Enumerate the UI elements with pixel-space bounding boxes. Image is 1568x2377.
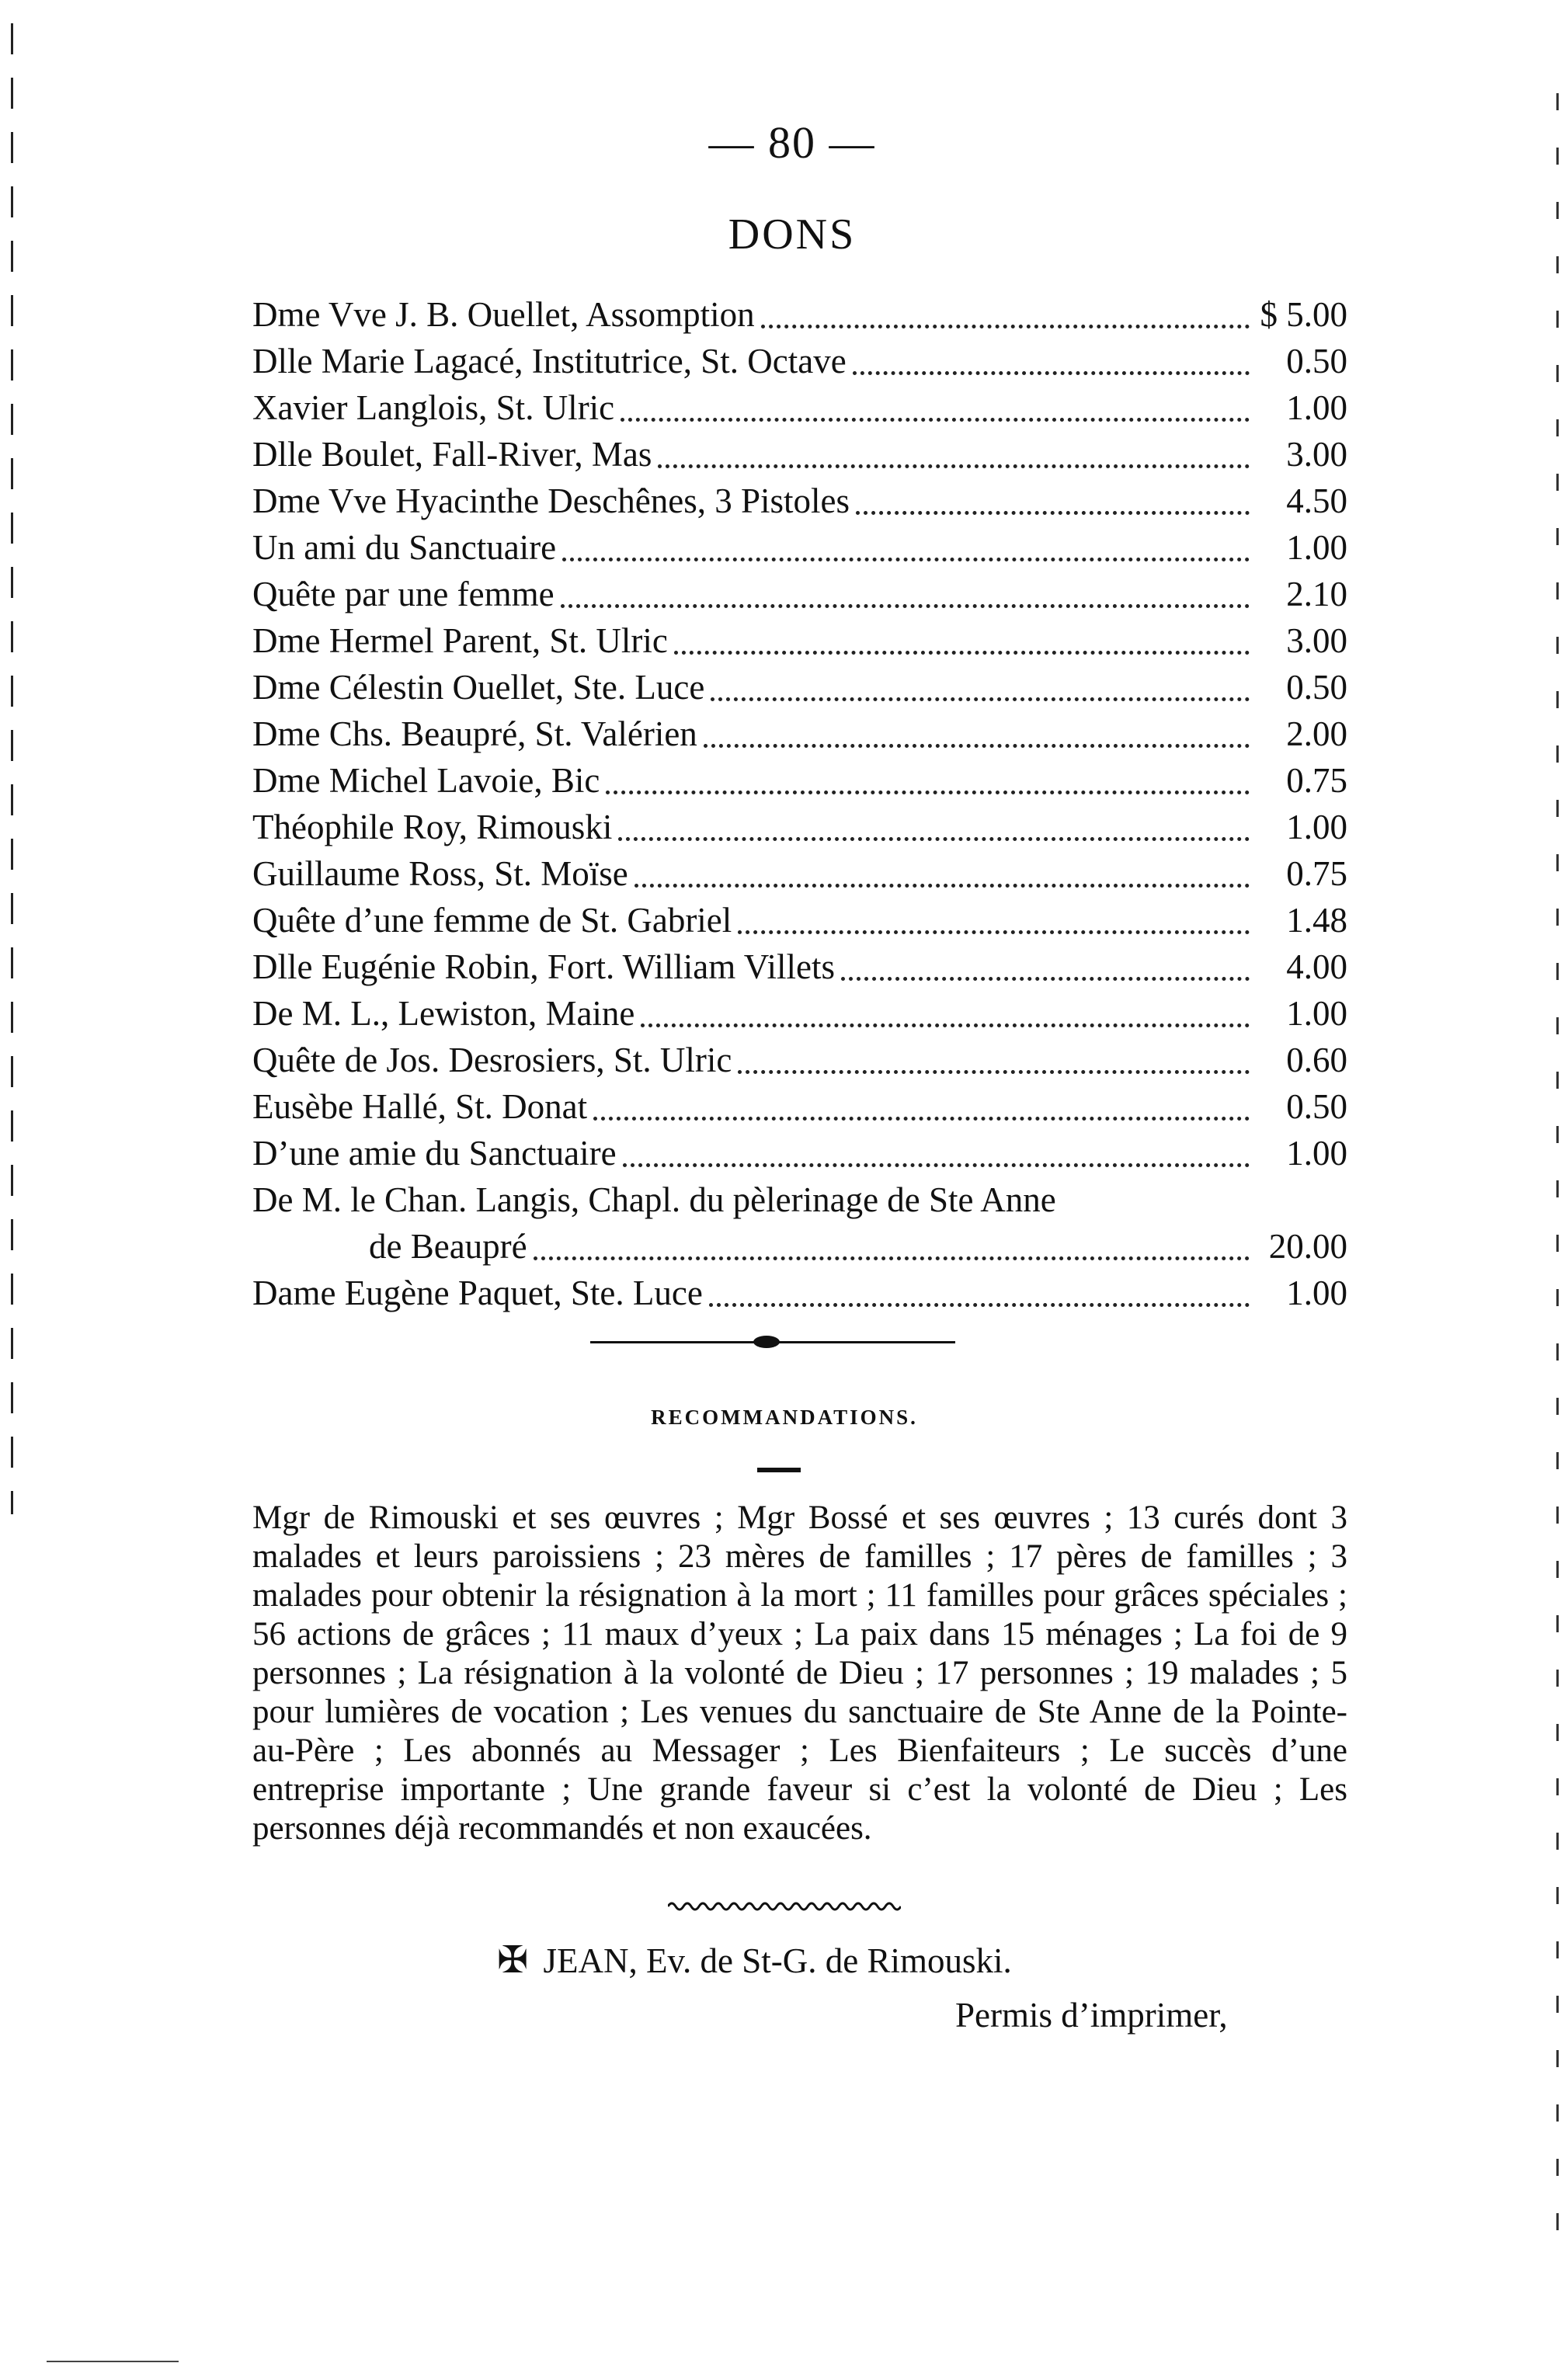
- donation-amount: 1.00: [1286, 388, 1347, 427]
- donor-name: Quête par une femme: [252, 575, 555, 613]
- donor-name: Quête d’une femme de St. Gabriel: [252, 901, 732, 940]
- donor-name: Xavier Langlois, St. Ulric: [252, 388, 615, 427]
- leader-dots: [738, 930, 1250, 934]
- donor-name: D’une amie du Sanctuaire: [252, 1134, 617, 1173]
- leader-dots: [856, 511, 1250, 515]
- leader-dots: [658, 464, 1250, 468]
- donor-name: Dme Chs. Beaupré, St. Valérien: [252, 714, 697, 753]
- scan-margin-mark-left: [11, 23, 13, 1514]
- leader-dots: [534, 1256, 1250, 1260]
- donation-amount: $ 5.00: [1260, 295, 1347, 334]
- donation-amount: 3.00: [1286, 621, 1347, 660]
- donation-amount: 0.60: [1286, 1041, 1347, 1079]
- leader-dots: [711, 697, 1250, 701]
- donation-row: [252, 1083, 1347, 1130]
- page-number: — 80 —: [708, 117, 876, 168]
- donation-row: [252, 944, 1347, 990]
- donation-amount: 0.50: [1286, 1087, 1347, 1126]
- donor-name: Dme Vve Hyacinthe Deschênes, 3 Pistoles: [252, 481, 850, 520]
- donor-name: Théophile Roy, Rimouski: [252, 808, 613, 846]
- donor-name: Dme Célestin Ouellet, Ste. Luce: [252, 668, 705, 707]
- leader-dots: [853, 371, 1250, 375]
- donation-row: [252, 1037, 1347, 1083]
- signature: [497, 1937, 1012, 1984]
- leader-dots: [641, 1023, 1250, 1027]
- donation-row: [252, 617, 1347, 664]
- donation-row: [252, 757, 1347, 804]
- recommendations-text: Mgr de Rimouski et ses œuvres ; Mgr Bossé et ses œuvres ; 13 curés dont 3 malades et leurs paroissiens ; 23 mères de familles ; 17 pères de familles ; 3 malades pour obtenir la résignation à la mort ; 11 familles pour grâces spéciales ; 56 actions de grâces ; 11 maux d’yeux ; La paix dans 15 ménages ; La foi de 9 personnes ; La résignation à la volonté de Dieu ; 17 personnes ; 19 malades ; 5 pour lumières de vocation ; Les venues du sanctuaire de Ste Anne de la Pointe-au-Père ; Les abonnés au Messager ; Les Bienfaiteurs ; Le succès d’une entreprise importante ; Une grande faveur si c’est la volonté de Dieu ; Les personnes déjà recommandés et non exaucées.: [252, 1500, 1347, 1847]
- donation-amount: 20.00: [1268, 1227, 1347, 1266]
- signature-text: JEAN, Ev. de St-G. de Rimouski.: [543, 1941, 1012, 1980]
- donor-name: Dame Eugène Paquet, Ste. Luce: [252, 1274, 703, 1312]
- donor-name: Quête de Jos. Desrosiers, St. Ulric: [252, 1041, 732, 1079]
- leader-dots: [561, 604, 1250, 608]
- cross-icon: ✠: [497, 1940, 529, 1981]
- donor-name: Eusèbe Hallé, St. Donat: [252, 1087, 588, 1126]
- recommendations-title: RECOMMANDATIONS.: [651, 1406, 918, 1429]
- leader-dots: [635, 884, 1250, 888]
- donor-name: Dlle Marie Lagacé, Institutrice, St. Octave: [252, 342, 847, 381]
- donation-amount: 1.00: [1286, 994, 1347, 1033]
- donation-amount: 4.50: [1286, 481, 1347, 520]
- donation-amount: 2.00: [1286, 714, 1347, 753]
- donor-name: Guillaume Ross, St. Moïse: [252, 854, 628, 893]
- donation-row: [252, 990, 1347, 1037]
- donation-amount: 0.50: [1286, 342, 1347, 381]
- donor-name: Dlle Boulet, Fall-River, Mas: [252, 435, 652, 474]
- leader-dots: [709, 1303, 1250, 1307]
- donation-amount: 0.75: [1286, 854, 1347, 893]
- scan-margin-mark-right: [1556, 93, 1559, 2268]
- section-title: DONS: [728, 210, 857, 259]
- donor-name: de Beaupré: [369, 1227, 527, 1266]
- donation-row: [252, 571, 1347, 617]
- donation-row: [252, 524, 1347, 571]
- donation-amount: 0.50: [1286, 668, 1347, 707]
- donation-row: [252, 1130, 1347, 1176]
- leader-dots: [593, 1117, 1250, 1121]
- donation-row: [252, 897, 1347, 944]
- donation-row: [252, 711, 1347, 757]
- donor-name: Dme Vve J. B. Ouellet, Assomption: [252, 295, 755, 334]
- leader-dots: [704, 744, 1250, 748]
- divider-ornament: [753, 1336, 780, 1348]
- leader-dots: [738, 1070, 1250, 1074]
- donor-name: Dlle Eugénie Robin, Fort. William Villets: [252, 947, 836, 986]
- donation-row: [252, 478, 1347, 524]
- donation-amount: 4.00: [1286, 947, 1347, 986]
- donation-row: [252, 431, 1347, 478]
- donor-name: Dme Hermel Parent, St. Ulric: [252, 621, 668, 660]
- leader-dots: [606, 791, 1250, 794]
- donation-row: [252, 384, 1347, 431]
- wavy-divider: [668, 1899, 901, 1914]
- short-rule: [757, 1468, 801, 1472]
- donor-name-first-line: De M. le Chan. Langis, Chapl. du pèlerinage de Ste Anne: [252, 1180, 1056, 1219]
- donation-row: [252, 291, 1347, 338]
- donation-amount: 1.00: [1286, 1274, 1347, 1312]
- leader-dots: [841, 977, 1250, 981]
- donation-row: [252, 1223, 1347, 1270]
- donation-amount: 3.00: [1286, 435, 1347, 474]
- donation-amount: 0.75: [1286, 761, 1347, 800]
- donation-amount: 1.00: [1286, 528, 1347, 567]
- leader-dots: [562, 558, 1250, 561]
- donor-name: De M. L., Lewiston, Maine: [252, 994, 635, 1033]
- donation-amount: 1.00: [1286, 808, 1347, 846]
- donation-row: [252, 850, 1347, 897]
- leader-dots: [761, 325, 1250, 328]
- donation-row: [252, 804, 1347, 850]
- leader-dots: [621, 418, 1250, 422]
- scan-edge-mark: [47, 2361, 179, 2362]
- donation-amount: 1.48: [1286, 901, 1347, 940]
- leader-dots: [618, 837, 1250, 841]
- donation-list: [252, 291, 1347, 1316]
- donation-amount: 2.10: [1286, 575, 1347, 613]
- donation-row: [252, 664, 1347, 711]
- donation-row: [252, 1270, 1347, 1316]
- donor-name: Un ami du Sanctuaire: [252, 528, 557, 567]
- donor-name: Dme Michel Lavoie, Bic: [252, 761, 600, 800]
- donation-row: [252, 338, 1347, 384]
- leader-dots: [674, 651, 1250, 655]
- leader-dots: [623, 1163, 1250, 1167]
- imprimatur-text: Permis d’imprimer,: [955, 1996, 1228, 2035]
- donation-amount: 1.00: [1286, 1134, 1347, 1173]
